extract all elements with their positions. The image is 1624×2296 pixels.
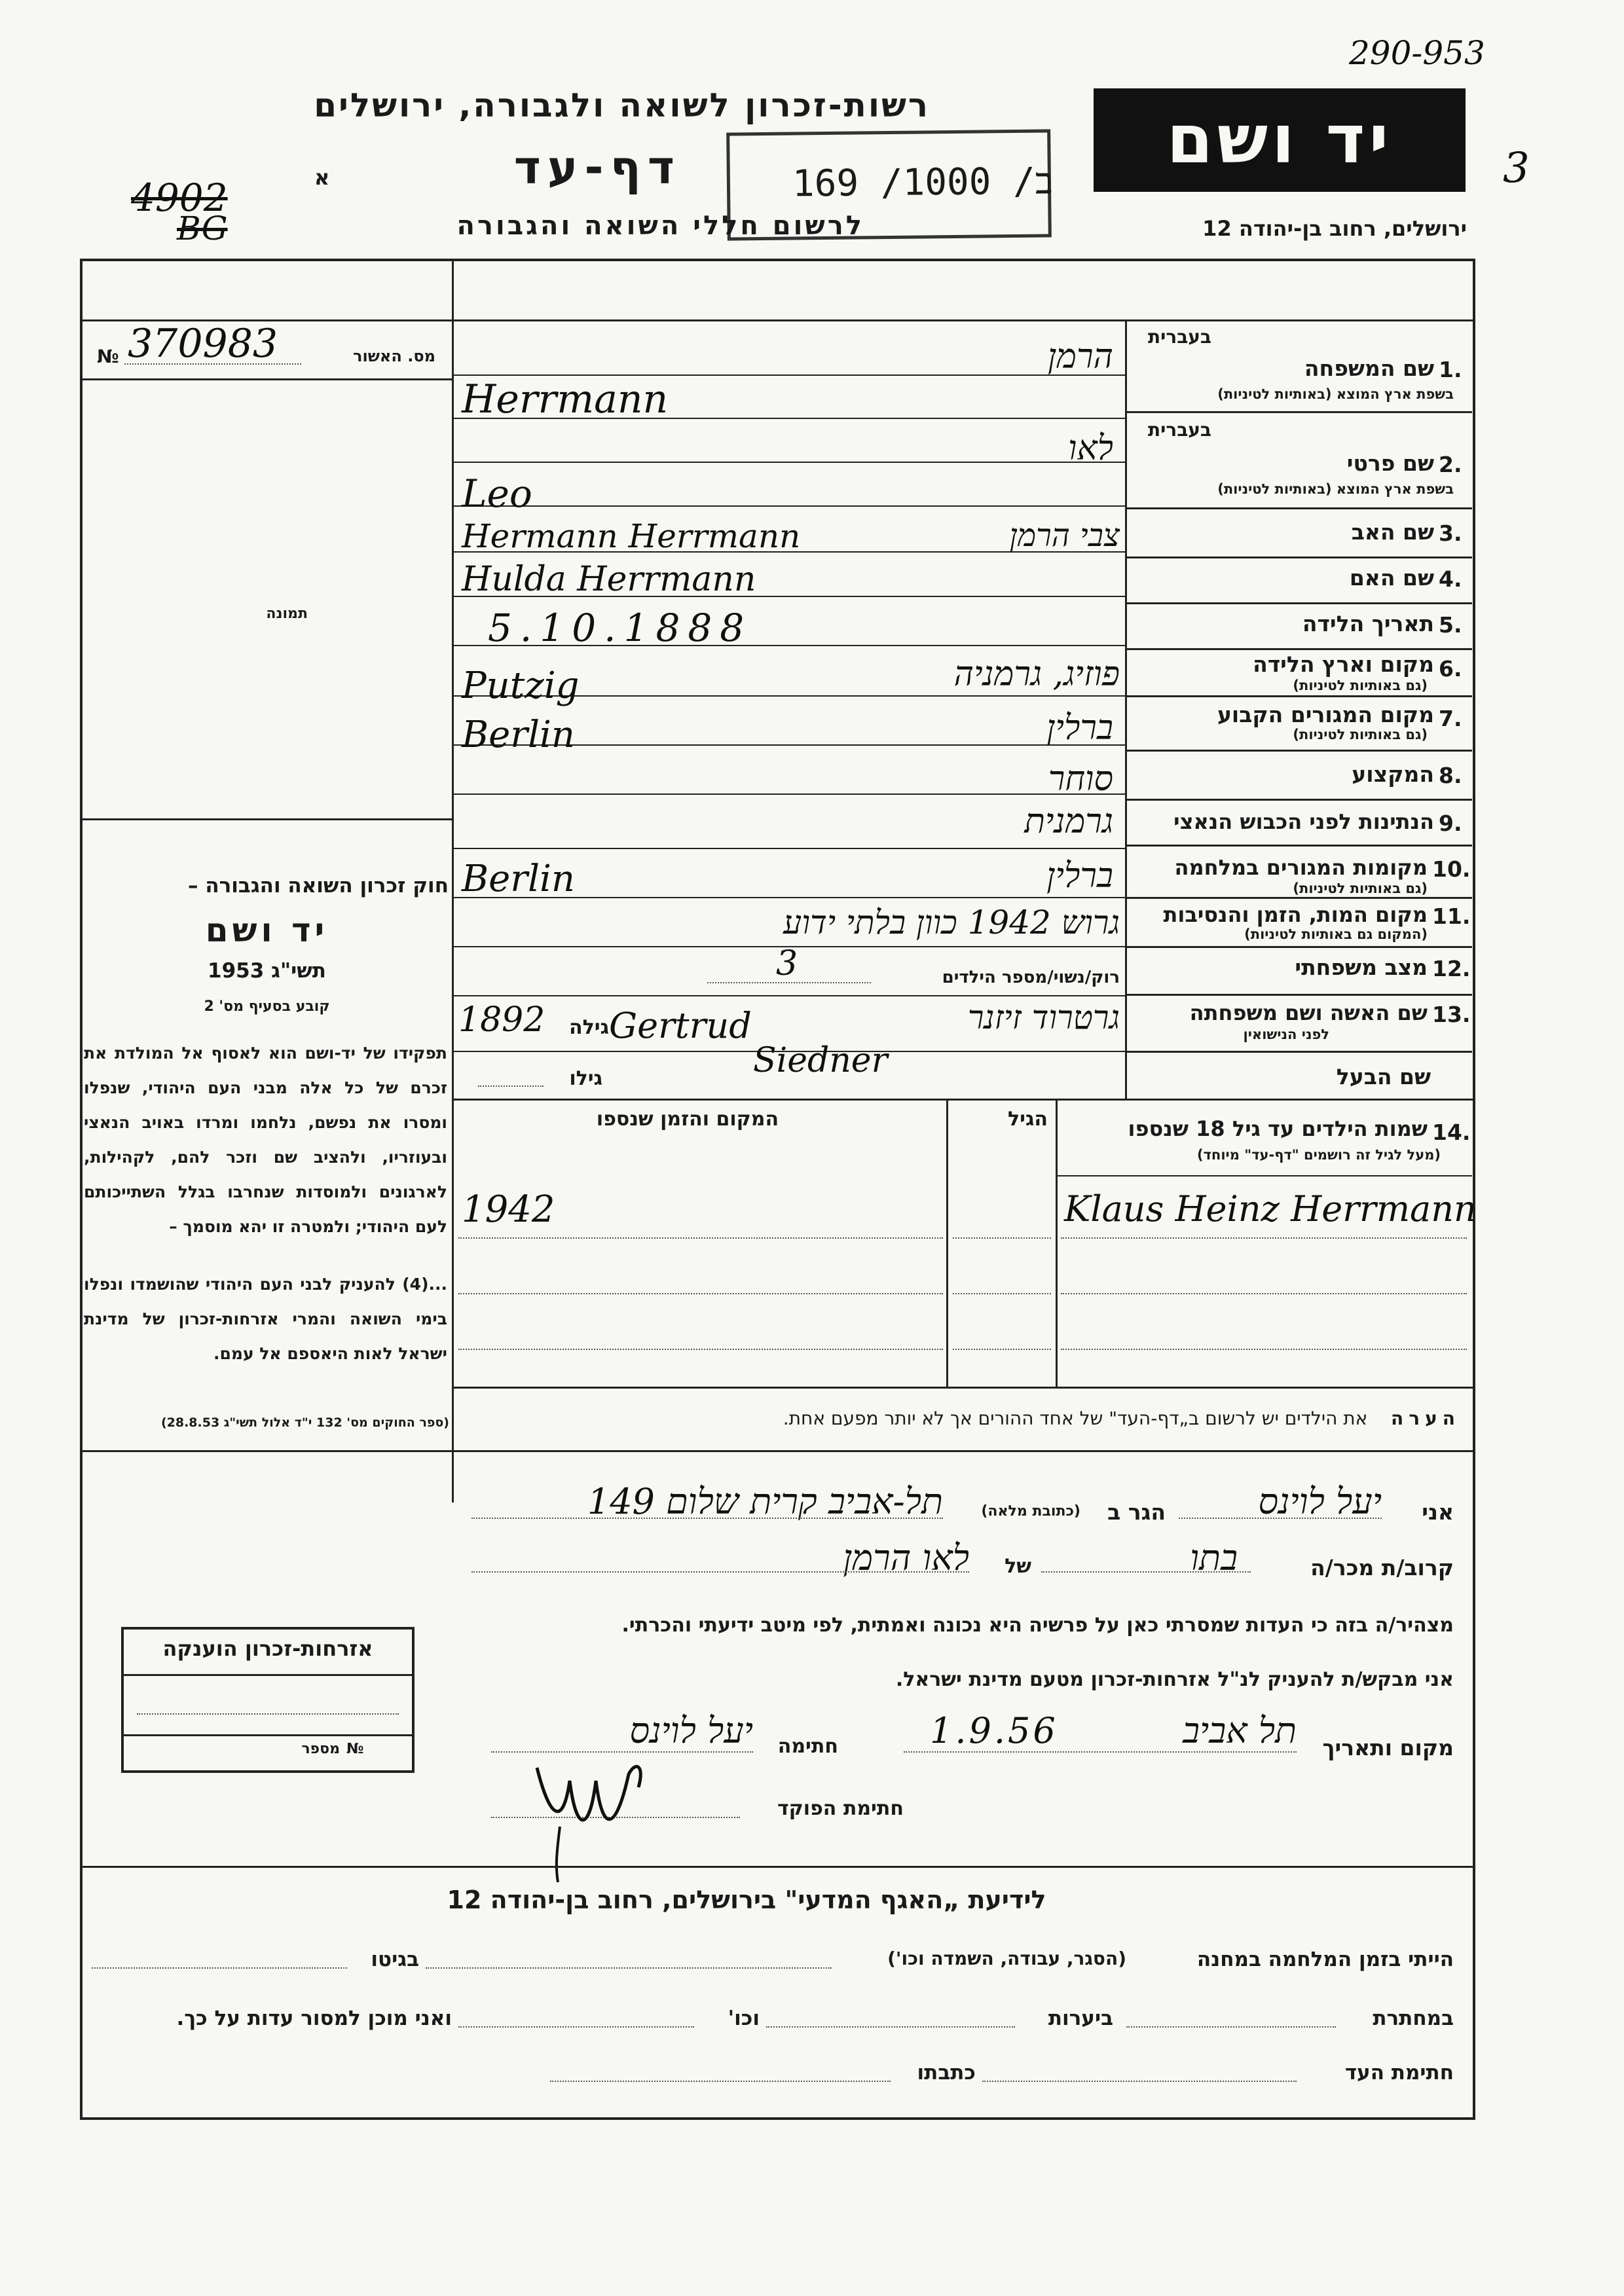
- field-number: 10.: [1432, 856, 1471, 882]
- nationality: גרמנית: [1024, 802, 1113, 841]
- first-name-hebrew: לאו: [1068, 429, 1113, 468]
- law-source: (ספר החוקים מס' 132 י"ד אלול תשי"ג 28.8.53): [160, 1415, 449, 1430]
- law-text: תפקידו של יד-ושם הוא לאסוף אל המולדת את זכרם של כל אלה מבני העם היהודי, שנפלו ומסרו את נפשם, נלחמו ומרדו באויב הנאצי ובעוזריו, ולהציב שם וזכר להם, לקהילות, לארגונים ולמוסדות שנחרבו בגלל השתייכותם לעם היהודי; ולמטרה זו יהא מוסמך –: [84, 1044, 447, 1236]
- side-mark: 3: [1503, 144, 1530, 192]
- dotted-line: [471, 1518, 943, 1519]
- law-section: קובע בסעיף מס' 2: [204, 998, 330, 1015]
- relation: בתו: [1190, 1537, 1238, 1578]
- field-note: (גם באותיות לטיניות): [1293, 727, 1428, 742]
- dotted-line: [1041, 1571, 1251, 1573]
- row-line: [1125, 750, 1472, 752]
- of-label: של: [1005, 1555, 1031, 1578]
- occupation: סוחר: [1048, 759, 1113, 799]
- dotted-line: [92, 1967, 347, 1969]
- law-name: יד ושם: [205, 911, 329, 949]
- resides-label: הגר ב: [1107, 1499, 1166, 1525]
- forests-label: ביערות: [1048, 2007, 1113, 2030]
- field-label-wartime-residence: מקומות המגורים במלחמה: [1174, 855, 1428, 880]
- in-hebrew-label: בעברית: [1147, 419, 1211, 441]
- husband-age-label: גילו: [569, 1067, 602, 1090]
- field-number: 9.: [1439, 811, 1462, 836]
- frame-line: [1125, 319, 1127, 1099]
- field-number: 14.: [1432, 1120, 1471, 1145]
- logo-text: יד ושם: [1166, 101, 1393, 179]
- field-number: 13.: [1432, 1002, 1471, 1027]
- dotted-line: [1061, 1349, 1467, 1350]
- remark-text: את הילדים יש לרשום ב„דף-העד" של אחד ההורים אך לא יותר מפעם אחת.: [783, 1408, 1368, 1429]
- wife-maiden-name-latin: Siedner: [753, 1041, 888, 1080]
- field-number: 12.: [1432, 956, 1471, 981]
- footer-title: לידיעת „האגף המדעי" בירושלים, רחוב בן-יהודה 12: [447, 1886, 1046, 1914]
- field-label-family-name: שם המשפחה: [1304, 355, 1434, 381]
- field-label-nationality: הנתינות לפני הכבוש הנאצי: [1173, 809, 1434, 834]
- declaration: מצהיר/ה בזה כי העדות שמסרתי כאן על פרשיה היא נכונה ואמתית, לפי מיטב ידיעתי והכרתי.: [621, 1614, 1454, 1637]
- row-line: [1125, 411, 1472, 413]
- row-line: [452, 505, 1126, 507]
- row-line: [1125, 994, 1472, 996]
- field-note: (גם באותיות לטיניות): [1293, 881, 1428, 896]
- field-number: 2.: [1439, 452, 1462, 477]
- citizenship-number-label: מספר: [301, 1741, 340, 1757]
- residence-latin: Berlin: [462, 714, 575, 756]
- dotted-line: [478, 1085, 544, 1087]
- table-line: [1056, 1099, 1058, 1387]
- frame-line: [80, 1866, 1473, 1868]
- field-label-birth-place: מקום וארץ הלידה: [1253, 651, 1434, 677]
- dotted-line: [550, 2081, 891, 2082]
- field-label-mother-name: שם האם: [1349, 565, 1434, 591]
- remark: [458, 1408, 1460, 1429]
- row-line: [1125, 946, 1472, 948]
- children-count: 3: [776, 944, 798, 983]
- dotted-line: [458, 1293, 943, 1294]
- field-note: (גם באותיות לטיניות): [1293, 678, 1428, 693]
- field-note: לפני הנישואין: [1243, 1027, 1329, 1042]
- field-label-first-name: שם פרטי: [1346, 450, 1434, 476]
- marital-status-options: רוק/נשוי/מספר הילדים: [942, 968, 1120, 987]
- dotted-line: [1061, 1237, 1467, 1239]
- frame-line: [80, 378, 453, 380]
- stamp-number: 169 /1000 /ב: [792, 160, 1054, 206]
- photo-label: תמונה: [266, 606, 308, 622]
- dotted-line: [953, 1237, 1051, 1239]
- row-line: [1125, 648, 1472, 650]
- address: ירושלים, רחוב בן-יהודה 12: [1202, 216, 1467, 241]
- confirmation-number: 370983: [128, 321, 278, 367]
- camp-label: הייתי בזמן המלחמה במחנה: [1196, 1948, 1454, 1971]
- relative-label: קרוב/ת מכר/ה: [1310, 1555, 1454, 1580]
- camp-types-note: (הסגר, עבודה, השמדה וכו'): [887, 1948, 1126, 1969]
- dotted-line: [458, 2026, 694, 2028]
- row-line: [1125, 695, 1472, 697]
- row-line: [452, 1099, 1473, 1101]
- table-line: [946, 1099, 948, 1387]
- frame-line: [80, 319, 1473, 321]
- ghetto-label: בגיטו: [371, 1948, 419, 1971]
- field-label-death-place: מקום המות, הזמן והנסיבות: [1163, 902, 1428, 927]
- frame-line: [452, 259, 454, 1503]
- confirmation-label: מס. האשור: [353, 347, 435, 365]
- wife-name-latin: Gertrud: [609, 1005, 752, 1046]
- field-number: 7.: [1439, 706, 1462, 731]
- dotted-line: [953, 1293, 1051, 1294]
- officer-signature: [524, 1741, 681, 1886]
- wife-name-hebrew: גרטרוד זיזנר: [967, 998, 1120, 1036]
- field-number: 4.: [1439, 566, 1462, 592]
- dotted-line: [953, 1349, 1051, 1350]
- family-name-hebrew: הרמן: [1047, 337, 1113, 376]
- testimony-willing: ואני מוכן למסור עדות על כך.: [176, 2007, 452, 2030]
- law-text: ...(4) להעניק לבני העם היהודי שהושמדו ונפלו בימי השואה והמרי אזרחות-זכרון של מדינת ישראל לאות היאספם אל עמם.: [84, 1275, 447, 1363]
- dotted-line: [707, 982, 871, 983]
- officer-label: חתימת הפוקד: [777, 1797, 904, 1820]
- dotted-line: [426, 1967, 832, 1969]
- father-name-hebrew: צבי הרמן: [1009, 517, 1120, 554]
- field-number: 1.: [1439, 357, 1462, 382]
- place-column-header: המקום והזמן שנספו: [596, 1108, 779, 1131]
- no-sign: №: [97, 346, 119, 367]
- of-name: לאו הרמן: [843, 1537, 969, 1578]
- field-label-marital-status: מצב משפחתי: [1295, 955, 1428, 980]
- residence-hebrew: ברלין: [1046, 708, 1113, 748]
- form-title: דף-עד: [513, 141, 681, 194]
- dotted-line: [1126, 2026, 1336, 2028]
- frame-line: [80, 818, 453, 820]
- field-number: 6.: [1439, 656, 1462, 682]
- wife-birth-year: 1892: [458, 1000, 545, 1040]
- dotted-line: [124, 363, 301, 365]
- in-hebrew-label: בעברית: [1147, 326, 1211, 348]
- archive-number: 290-953: [1349, 34, 1485, 72]
- wartime-residence-hebrew: ברלין: [1046, 856, 1113, 896]
- witness-address-label: כתבתו: [917, 2061, 976, 2085]
- field-number: 3.: [1439, 520, 1462, 546]
- mother-name-latin: Hulda Herrmann: [462, 560, 756, 599]
- field-number: 5.: [1439, 612, 1462, 638]
- first-name-latin: Leo: [462, 471, 532, 516]
- row-line: [1125, 602, 1472, 604]
- form-subtitle: לרשום חללי השואה והגבורה: [456, 211, 864, 241]
- crossed-number: 4902: [131, 175, 228, 220]
- birth-date: 5.10.1888: [488, 606, 752, 650]
- dotted-line: [1061, 1293, 1467, 1294]
- frame-line: [80, 1450, 1473, 1452]
- father-name-latin: Hermann Herrmann: [462, 517, 801, 555]
- yad-vashem-logo: [1094, 88, 1466, 192]
- death-place-and-time: גרוש 1942 כוון בלתי ידוע: [783, 903, 1120, 941]
- underground-label: במחתרת: [1373, 2007, 1454, 2030]
- law-year: תשי"ג 1953: [208, 959, 326, 983]
- witness-signature-label: חתימת העד: [1344, 2061, 1454, 2085]
- wife-age-label: גילה: [569, 1016, 609, 1039]
- dotted-line: [1179, 1518, 1382, 1519]
- declarant-name: יעל לוינס: [1258, 1481, 1382, 1522]
- field-number: 11.: [1432, 903, 1471, 929]
- field-note: (מעל לגיל זה רושמים "דף-עד" מיוחד): [1196, 1147, 1441, 1163]
- field-label-permanent-residence: מקום המגורים הקבוע: [1217, 702, 1434, 727]
- citizenship-box: [121, 1627, 415, 1773]
- field-label-wife-name: שם האשה ושם משפחתה: [1189, 1000, 1428, 1025]
- row-line: [1125, 1051, 1472, 1053]
- row-line: [1125, 507, 1472, 509]
- field-note: (המקום גם באותיות לטיניות): [1244, 926, 1428, 942]
- crossed-marks: BG: [177, 210, 228, 247]
- row-line: [452, 848, 1126, 849]
- family-name-latin: Herrmann: [462, 376, 669, 422]
- signature-value: יעל לוינס: [629, 1710, 753, 1751]
- dotted-line: [982, 2081, 1297, 2082]
- declarant-i-label: אני: [1422, 1499, 1454, 1525]
- dotted-line: [766, 2026, 1015, 2028]
- table-line: [1056, 1175, 1472, 1176]
- citizenship-request: אני מבקש/ת להעניק לנ"ל אזרחות-זכרון מטעם מדינת ישראל.: [895, 1668, 1454, 1691]
- row-line: [1125, 897, 1472, 899]
- place-value: תל אביב: [1183, 1710, 1297, 1751]
- age-column-header: הגיל: [1008, 1108, 1048, 1131]
- row-line: [1125, 799, 1472, 801]
- frame-line: [452, 1387, 1473, 1389]
- date-value: 1.9.56: [930, 1710, 1058, 1751]
- birth-place-hebrew: פוזיג, גרמניה: [953, 655, 1120, 694]
- place-date-label: מקום ותאריך: [1322, 1735, 1454, 1760]
- husband-label: שם הבעל: [1336, 1064, 1431, 1089]
- child-death-year: 1942: [462, 1188, 555, 1231]
- row-line: [1125, 556, 1472, 558]
- field-label-occupation: המקצוע: [1352, 761, 1434, 787]
- dotted-line: [904, 1751, 1297, 1753]
- field-note: בשפת ארץ המוצא (באותיות לטיניות): [1217, 386, 1454, 402]
- dotted-line: [471, 1571, 969, 1573]
- authority-line: רשות-זכרון לשואה ולגבורה, ירושלים: [314, 86, 930, 124]
- row-line: [452, 995, 1126, 996]
- law-title: חוק זכרון השואה והגבורה –: [188, 874, 449, 898]
- address-note: (כתובת מלאה): [981, 1503, 1080, 1520]
- row-line: [1125, 845, 1472, 847]
- declarant-address: תל-אביב קרית שלום 149: [587, 1481, 943, 1522]
- dotted-line: [458, 1237, 943, 1239]
- wartime-residence-latin: Berlin: [462, 858, 575, 900]
- child-name: Klaus Heinz Herrmann: [1064, 1188, 1477, 1230]
- remark-label: הערה: [1391, 1408, 1460, 1429]
- signature-label: חתימה: [777, 1735, 838, 1758]
- field-label-birth-date: תאריך הלידה: [1302, 611, 1434, 636]
- field-label-father-name: שם האב: [1351, 519, 1434, 545]
- small-mark: א: [314, 165, 330, 190]
- etc-label: וכו': [728, 2007, 760, 2030]
- field-label-children: שמות הילדים עד גיל 18 שנספו: [1128, 1116, 1428, 1141]
- citizenship-box-title: אזרחות-זכרון הוענקה: [162, 1636, 373, 1661]
- field-number: 8.: [1439, 763, 1462, 788]
- birth-place-latin: Putzig: [462, 665, 580, 707]
- field-note: בשפת ארץ המוצא (באותיות לטיניות): [1217, 481, 1454, 497]
- citizenship-no-sign: №: [346, 1741, 364, 1757]
- dotted-line: [458, 1349, 943, 1350]
